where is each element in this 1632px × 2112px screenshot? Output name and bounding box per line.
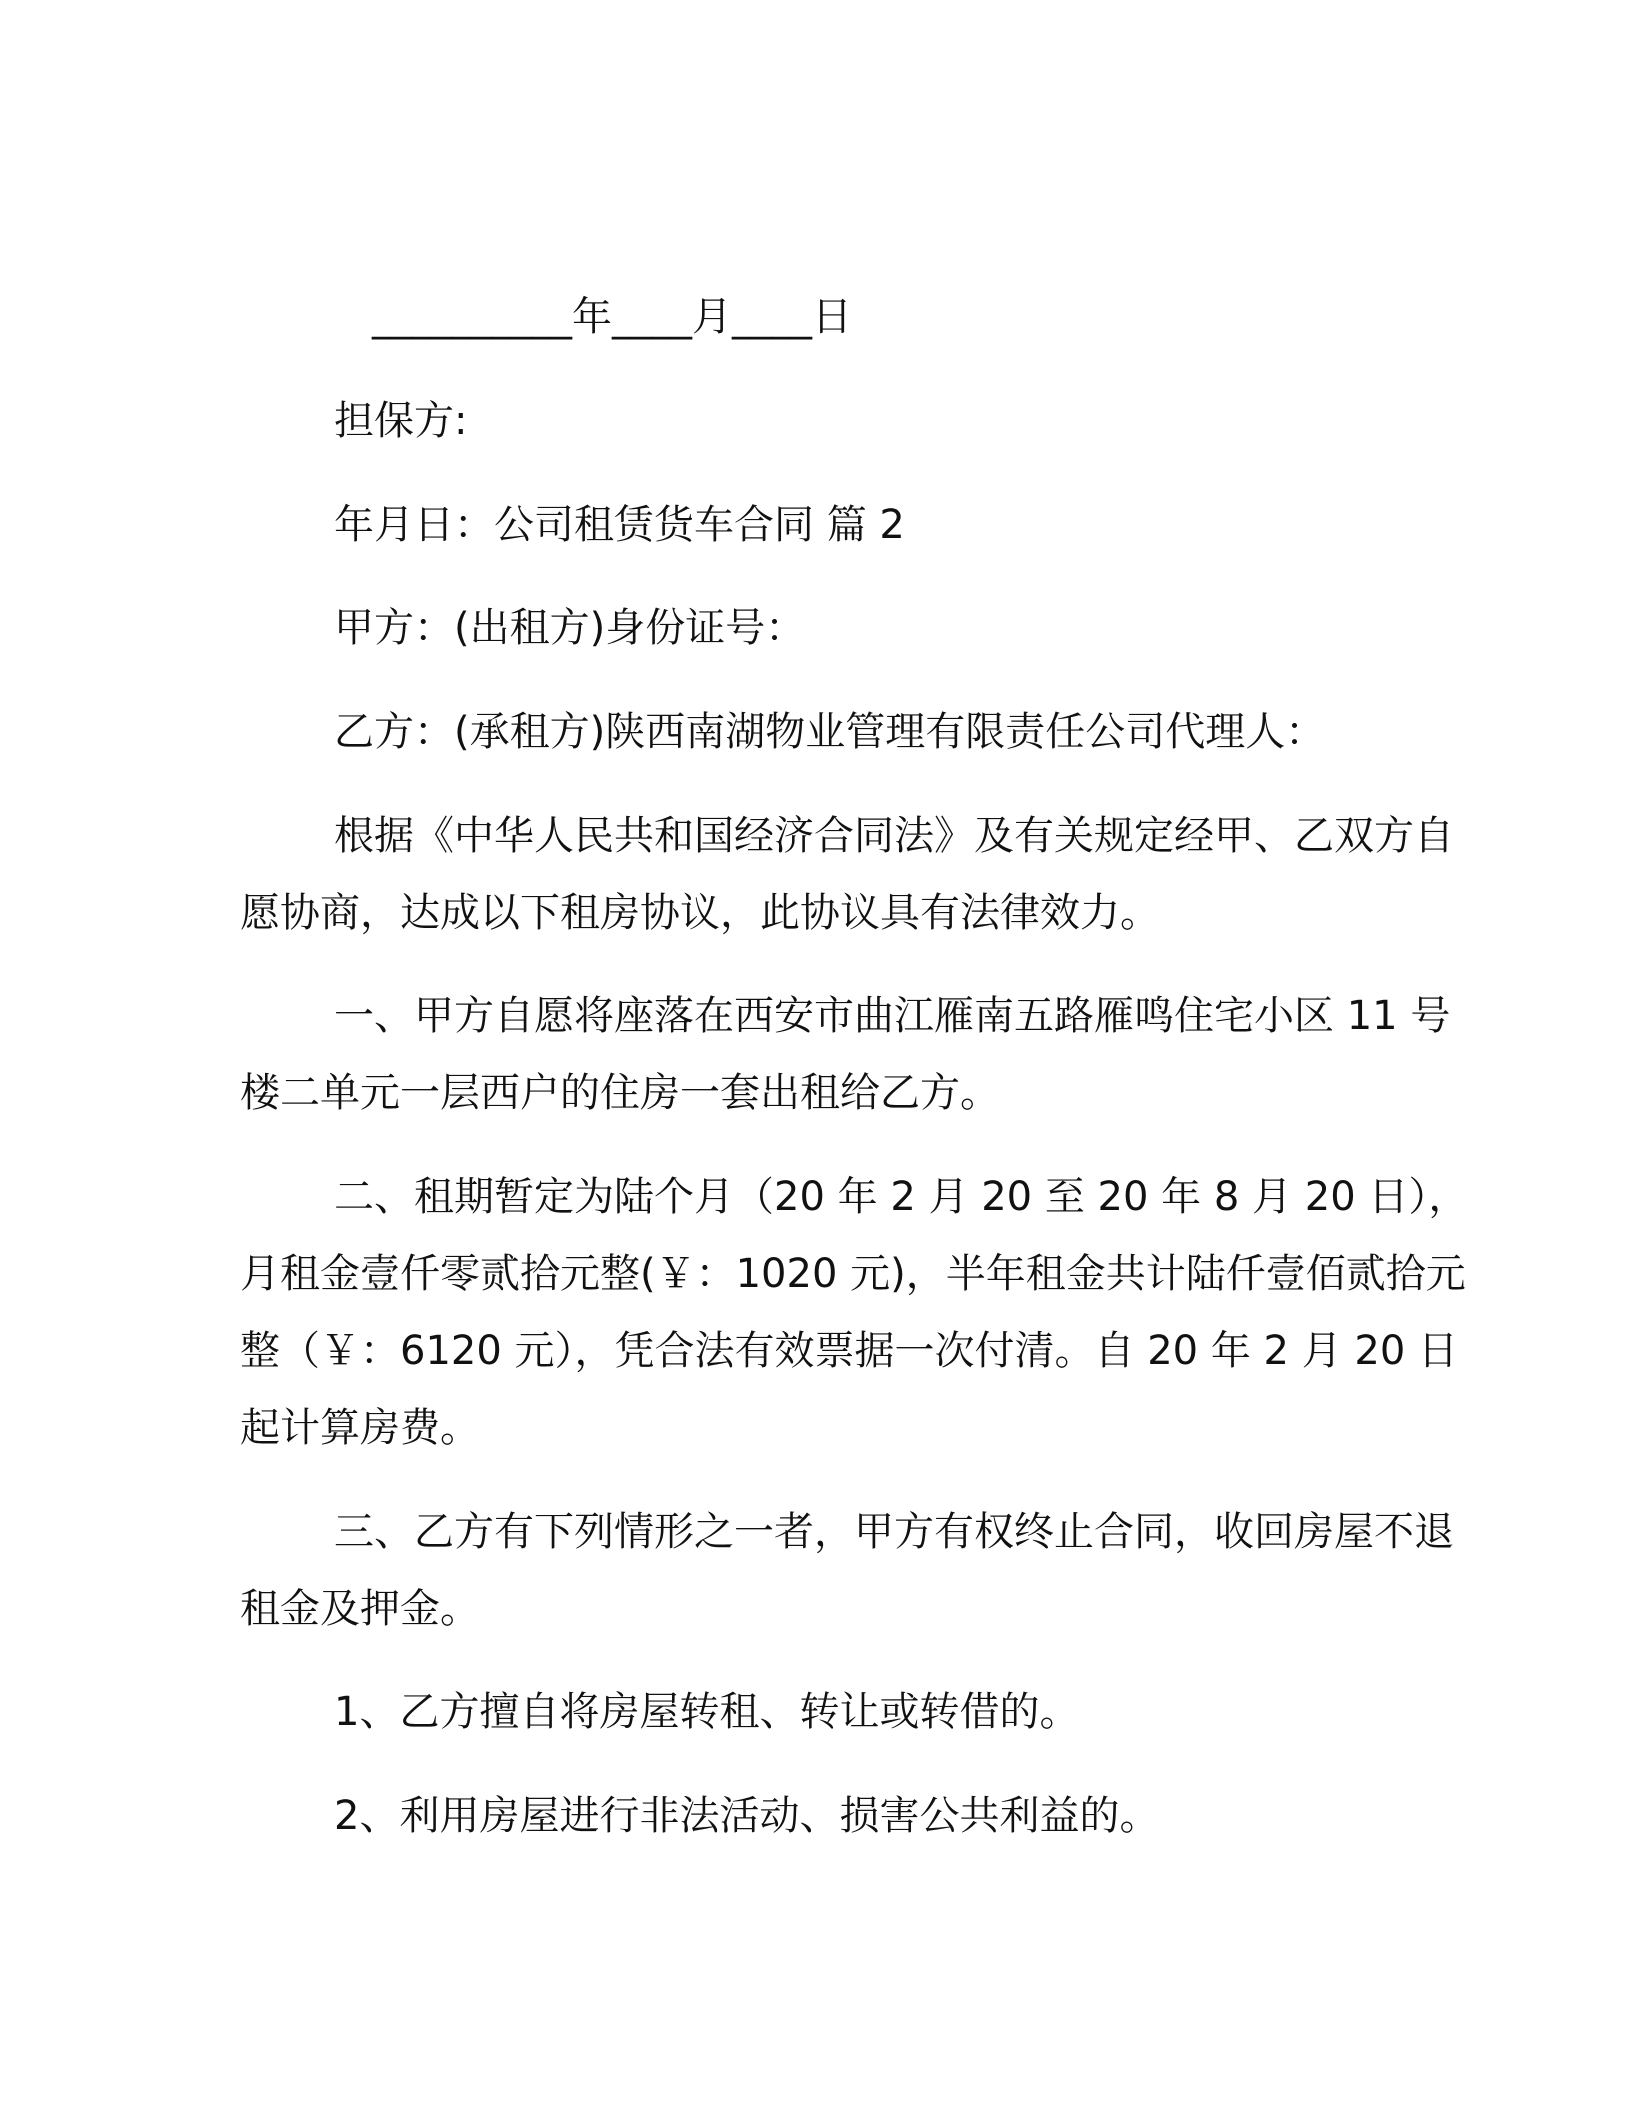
- termination-item-2: 2、利用房屋进行非法活动、损害公共利益的。: [334, 1793, 1160, 1839]
- basis-paragraph-line-1: 根据《中华人民共和国经济合同法》及有关规定经甲、乙双方自: [334, 813, 1454, 859]
- clause-2-line-4: 起计算房费。: [240, 1405, 480, 1451]
- termination-item-1: 1、乙方擅自将房屋转租、转让或转借的。: [334, 1689, 1080, 1735]
- clause-2-line-2: 月租金壹仟零贰拾元整(￥：1020 元)，半年租金共计陆仟壹佰贰拾元: [240, 1251, 1466, 1297]
- clause-3-line-2: 租金及押金。: [240, 1586, 480, 1632]
- clause-2-line-1: 二、租期暂定为陆个月（20 年 2 月 20 至 20 年 8 月 20 日），: [334, 1174, 1469, 1220]
- clause-3-line-1: 三、乙方有下列情形之一者，甲方有权终止合同，收回房屋不退: [334, 1509, 1454, 1555]
- party-b-line: 乙方：(承租方)陕西南湖物业管理有限责任公司代理人：: [334, 709, 1326, 755]
- clause-1-line-2: 楼二单元一层西户的住房一套出租给乙方。: [240, 1070, 1000, 1116]
- clause-2-line-3: 整（￥：6120 元），凭合法有效票据一次付清。自 20 年 2 月 20 日: [240, 1328, 1459, 1374]
- clause-1-line-1: 一、甲方自愿将座落在西安市曲江雁南五路雁鸣住宅小区 11 号: [334, 993, 1451, 1039]
- party-a-line: 甲方：(出租方)身份证号：: [334, 605, 806, 651]
- date-line: __________年____月____日: [372, 294, 852, 340]
- basis-paragraph-line-2: 愿协商，达成以下租房协议，此协议具有法律效力。: [240, 890, 1160, 936]
- guarantor-line: 担保方:: [334, 398, 468, 444]
- contract-title-line: 年月日：公司租赁货车合同 篇 2: [334, 502, 905, 548]
